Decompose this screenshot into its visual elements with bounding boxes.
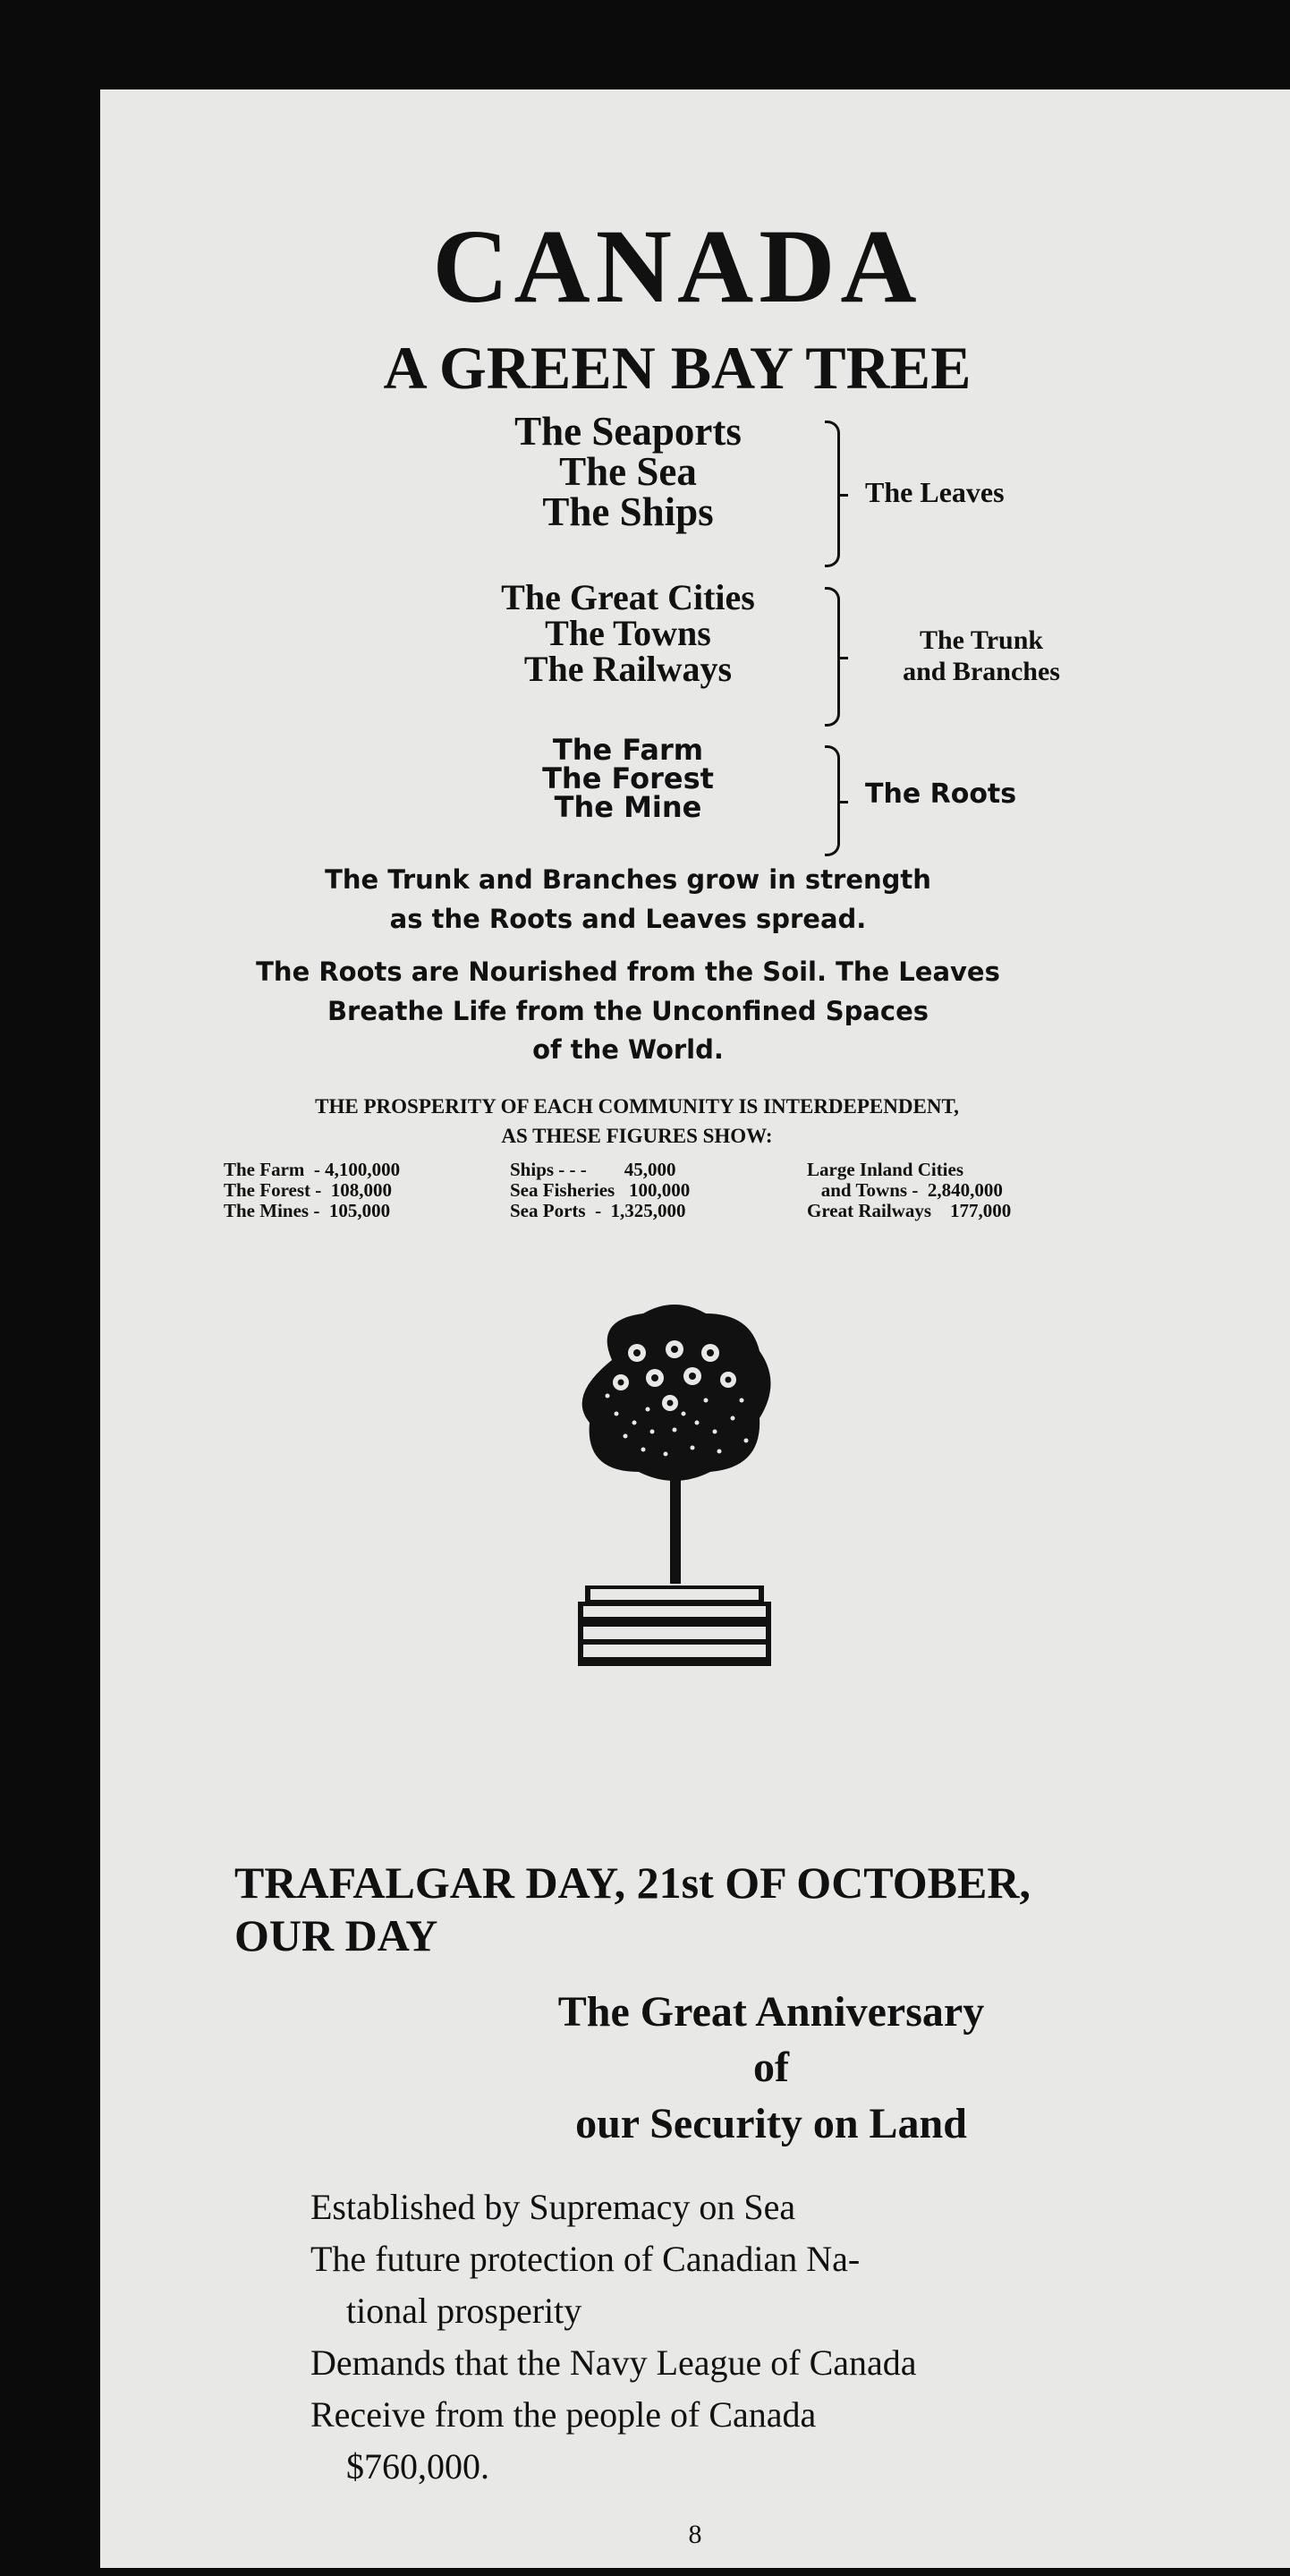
bay-tree-illustration (558, 1297, 791, 1727)
page-subtitle: A GREEN BAY TREE (383, 334, 972, 402)
figure-row: Great Railways 177,000 (807, 1200, 1012, 1222)
paragraph-line: as the Roots and Leaves spread. (389, 903, 867, 934)
roots-brace (825, 745, 840, 856)
tree-item: The Towns (545, 613, 711, 653)
page-number: 8 (688, 2520, 702, 2549)
trafalgar-line: TRAFALGAR DAY, 21st OF OCTOBER, (234, 1858, 1031, 1908)
body-line: Receive from the people of Canada (310, 2394, 817, 2435)
figure-row: Large Inland Cities (807, 1159, 964, 1180)
body-line: Established by Supremacy on Sea (310, 2187, 796, 2227)
anniversary-line: our Security on Land (575, 2099, 967, 2147)
tree-item: The Forest (542, 761, 714, 795)
figure-row: Sea Ports - 1,325,000 (510, 1200, 686, 1222)
tree-item: The Seaports (514, 409, 742, 454)
leaves-brace (825, 421, 840, 567)
tree-item: The Great Cities (501, 577, 755, 617)
figures-column-3 (807, 1160, 1129, 1221)
body-line: $760,000. (346, 2446, 489, 2487)
paragraph-line: The Roots are Nourished from the Soil. The Leaves (256, 956, 1000, 987)
figures-column-1 (224, 1160, 510, 1221)
paragraph-line: The Trunk and Branches grow in strength (325, 864, 931, 895)
figure-row: The Forest - 108,000 (224, 1179, 393, 1202)
page-title: CANADA (432, 208, 922, 325)
paragraph-roots (100, 953, 1156, 1070)
roots-items (521, 733, 735, 824)
figure-row: The Mines - 105,000 (224, 1200, 391, 1222)
anniversary-line: The Great Anniversary (557, 1988, 985, 2036)
tree-item: The Railways (523, 649, 733, 689)
figure-row: Ships - - - 45,000 (510, 1159, 676, 1180)
caps-line: AS THESE FIGURES SHOW: (501, 1125, 773, 1148)
trunk-brace (825, 587, 840, 727)
figures-column-2 (510, 1160, 805, 1221)
trafalgar-heading (234, 1857, 1263, 1961)
tree-item: The Farm (552, 733, 704, 767)
paragraph-line: of the World. (532, 1034, 724, 1065)
paragraph-line: Breathe Life from the Unconfined Spaces (327, 995, 929, 1026)
leaves-items (494, 409, 762, 534)
figure-row: and Towns - 2,840,000 (807, 1179, 1003, 1202)
trafalgar-line: OUR DAY (234, 1909, 438, 1960)
tree-item: The Mine (554, 790, 702, 824)
leaves-label: The Leaves (865, 476, 1005, 508)
figure-row: Sea Fisheries 100,000 (510, 1179, 691, 1202)
caps-line: THE PROSPERITY OF EACH COMMUNITY IS INTERDEPENDENT, (315, 1095, 959, 1118)
document-page (100, 89, 1290, 2568)
trunk-label (865, 625, 1098, 688)
body-text (310, 2181, 1169, 2493)
trunk-label-line: The Trunk (919, 625, 1044, 655)
tree-item: The Sea (559, 449, 697, 494)
trunk-label-line: and Branches (903, 657, 1060, 687)
tree-item: The Ships (542, 489, 714, 534)
body-line: tional prosperity (346, 2291, 582, 2331)
trunk-items (494, 577, 762, 689)
paragraph-trunk (100, 861, 1156, 939)
body-line: Demands that the Navy League of Canada (310, 2342, 917, 2383)
prosperity-heading (100, 1092, 1174, 1152)
anniversary-line: of (753, 2044, 789, 2092)
anniversary-heading (458, 1985, 1084, 2152)
figure-row: The Farm - 4,100,000 (224, 1159, 401, 1180)
roots-label: The Roots (865, 778, 1017, 810)
body-line: The future protection of Canadian Na- (310, 2239, 861, 2279)
